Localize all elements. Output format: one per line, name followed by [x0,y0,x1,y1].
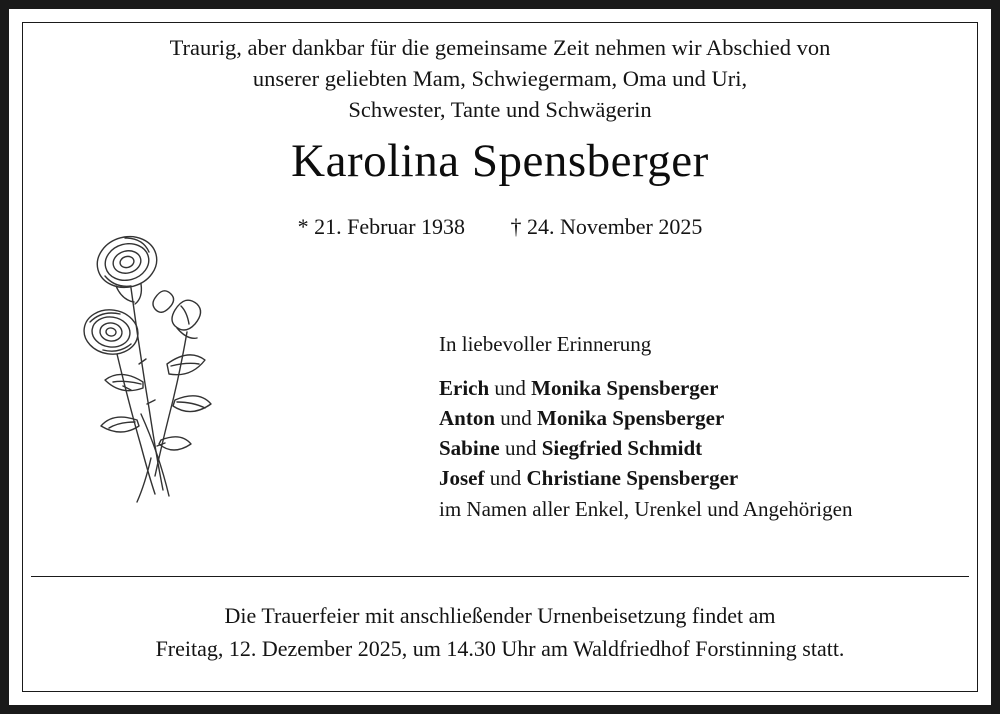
family-line [439,463,959,493]
intro-line-3: Schwester, Tante und Schwägerin [348,97,652,122]
family-conjunction: und [499,436,542,460]
family-second-name: Monika Spensberger [531,376,719,400]
intro-line-1: Traurig, aber dankbar für die gemeinsame Zeit nehmen wir Abschied von [169,35,831,60]
family-conjunction: und [489,376,532,400]
intro-line-2: unserer geliebten Mam, Schwiegermam, Oma und Uri, [252,66,748,91]
birth-date: * 21. Februar 1938 [297,214,466,239]
memorial-block [439,329,959,524]
family-first-name: Erich [439,376,490,400]
family-line [439,373,959,403]
death-date: † 24. November 2025 [510,214,703,239]
memorial-closing: im Namen aller Enkel, Urenkel und Angehörigen [439,497,853,521]
family-second-name: Siegfried Schmidt [541,436,703,460]
memorial-lead: In liebevoller Erinnerung [439,332,652,356]
family-first-name: Josef [439,466,485,490]
notice-content [9,9,991,705]
section-divider [31,576,969,577]
family-line [439,433,959,463]
family-first-name: Sabine [439,436,500,460]
funeral-line-2: Freitag, 12. Dezember 2025, um 14.30 Uhr am Waldfriedhof Forstinning statt. [155,636,845,661]
family-second-name: Monika Spensberger [537,406,725,430]
family-conjunction: und [484,466,527,490]
family-conjunction: und [495,406,538,430]
family-first-name: Anton [439,406,496,430]
family-second-name: Christiane Spensberger [526,466,739,490]
deceased-name: Karolina Spensberger [291,135,709,187]
funeral-details [9,599,991,665]
funeral-line-1: Die Trauerfeier mit anschließender Urnenbeisetzung findet am [224,603,776,628]
intro-text [9,32,991,125]
rose-bouquet-icon [71,214,241,514]
family-line [439,403,959,433]
